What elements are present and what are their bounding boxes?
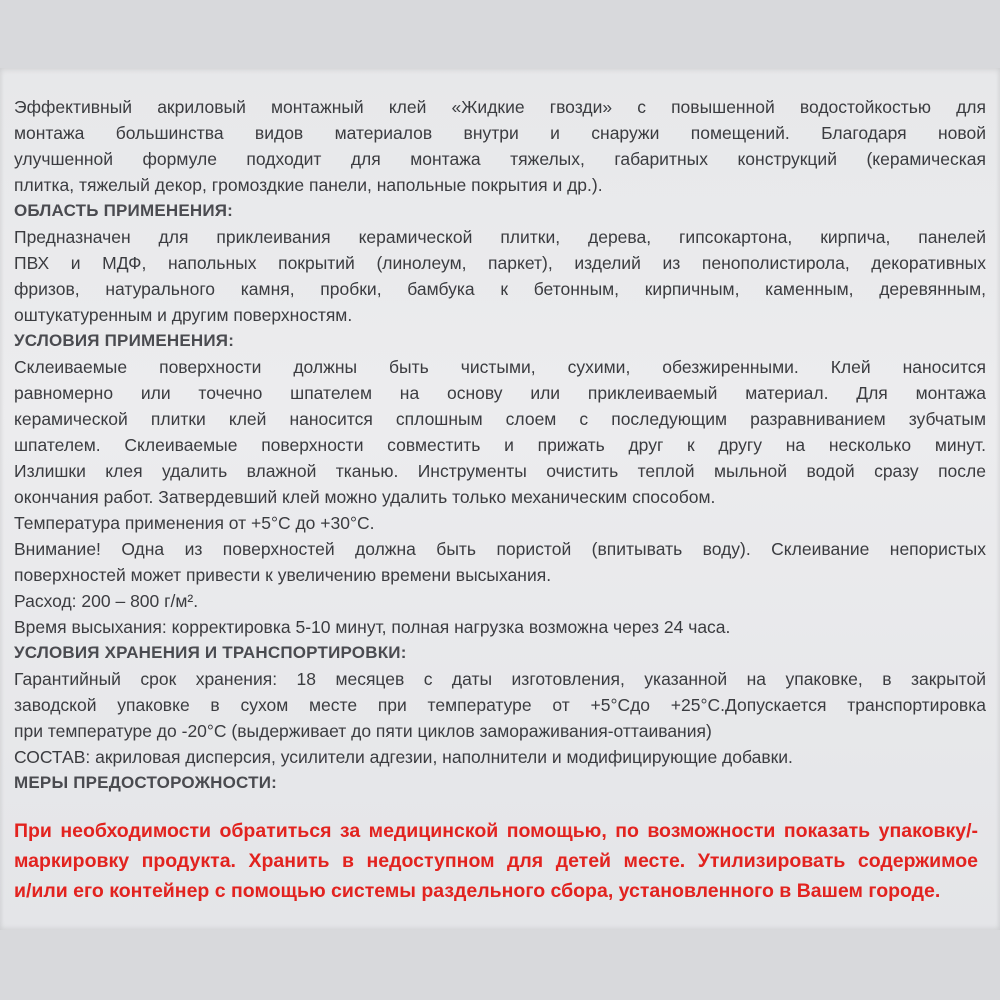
drying-time: Время высыхания: корректировка 5-10 минут, полная нагрузка возможна через 24 часа. (14, 617, 731, 637)
application-conditions-line: окончания работ. Затвердевший клей можно удалить только механическим способом. (14, 487, 716, 507)
intro-line: улучшенной формуле подходит для монтажа тяжелых, габаритных конструкций (керамическая (14, 149, 986, 169)
application-conditions-line: Излишки клея удалить влажной тканью. Инструменты очистить теплой мыльной водой сразу после (14, 461, 986, 481)
storage-line: заводской упаковке в сухом месте при температуре от +5°Сдо +25°С.Допускается транспортировка (14, 695, 986, 715)
consumption: Расход: 200 – 800 г/м². (14, 591, 199, 611)
precautions-heading: МЕРЫ ПРЕДОСТОРОЖНОСТИ: (14, 773, 277, 792)
attention-line: поверхностей может привести к увеличению времени высыхания. (14, 565, 552, 585)
application-temperature: Температура применения от +5°С до +30°С. (14, 513, 375, 533)
application-conditions-heading: УСЛОВИЯ ПРИМЕНЕНИЯ: (14, 331, 235, 350)
application-area-line: фризов, натурального камня, пробки, бамбука к бетонным, кирпичным, каменным, деревянным, (14, 279, 986, 299)
label-text-block (14, 94, 986, 796)
storage-line: при температуре до -20°С (выдерживает до пяти циклов замораживания-оттаивания) (14, 721, 712, 741)
composition: СОСТАВ: акриловая дисперсия, усилители адгезии, наполнители и модифицирующие добавки. (14, 747, 793, 767)
application-conditions-line: шпателем. Склеиваемые поверхности совместить и прижать друг к другу на несколько минут. (14, 435, 986, 455)
intro-line: Эффективный акриловый монтажный клей «Жидкие гвозди» с повышенной водостойкостью для (14, 97, 986, 117)
storage-heading: УСЛОВИЯ ХРАНЕНИЯ И ТРАНСПОРТИРОВКИ: (14, 643, 407, 662)
precaution-line: маркировку продукта. Хранить в недоступном для детей месте. Утилизировать содержимое (14, 850, 978, 872)
precaution-line: и/или его контейнер с помощью системы раздельного сбора, установленного в Вашем городе. (14, 880, 941, 902)
application-area-line: оштукатуренным и другим поверхностям. (14, 305, 353, 325)
application-area-line: Предназначен для приклеивания керамической плитки, дерева, гипсокартона, кирпича, панелей (14, 227, 986, 247)
intro-line: монтажа большинства видов материалов внутри и снаружи помещений. Благодаря новой (14, 123, 986, 143)
precaution-line: При необходимости обратиться за медицинской помощью, по возможности показать упаковку/- (14, 820, 978, 842)
application-conditions-line: Склеиваемые поверхности должны быть чистыми, сухими, обезжиренными. Клей наносится (14, 357, 986, 377)
precautions-warning (14, 816, 978, 906)
intro-line: плитка, тяжелый декор, громоздкие панели, напольные покрытия и др.). (14, 175, 603, 195)
attention-line: Внимание! Одна из поверхностей должна быть пористой (впитывать воду). Склеивание непористых (14, 539, 986, 559)
application-area-line: ПВХ и МДФ, напольных покрытий (линолеум, паркет), изделий из пенополистирола, декоративных (14, 253, 986, 273)
application-area-heading: ОБЛАСТЬ ПРИМЕНЕНИЯ: (14, 201, 234, 220)
application-conditions-line: равномерно или точечно шпателем на основу или приклеиваемый материал. Для монтажа (14, 383, 986, 403)
storage-line: Гарантийный срок хранения: 18 месяцев с даты изготовления, указанной на упаковке, в закрытой (14, 669, 986, 689)
application-conditions-line: керамической плитки клей наносится сплошным слоем с последующим разравниванием зубчатым (14, 409, 986, 429)
